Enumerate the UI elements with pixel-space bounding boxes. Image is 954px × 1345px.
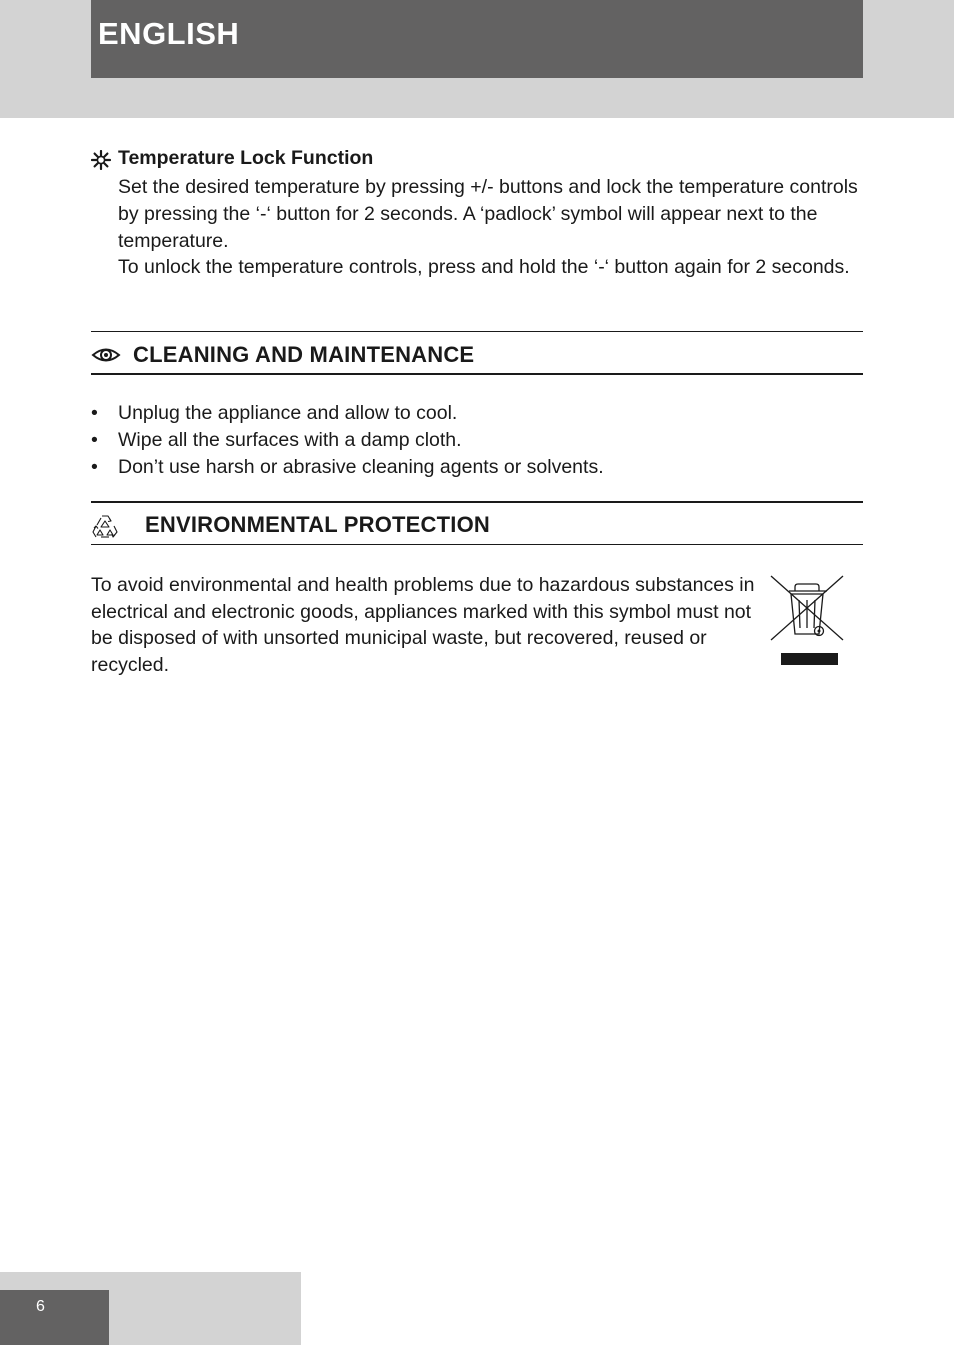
bullet-marker: • bbox=[91, 456, 98, 478]
divider bbox=[91, 331, 863, 332]
crossed-out-wheelie-bin-icon bbox=[769, 574, 845, 666]
feature-title: Temperature Lock Function bbox=[118, 147, 374, 169]
cleaning-list bbox=[91, 400, 863, 481]
list-item-text: Don’t use harsh or abrasive cleaning agents or solvents. bbox=[118, 456, 604, 478]
list-item bbox=[91, 400, 863, 427]
environment-text: To avoid environmental and health problems due to hazardous substances in electrical and electronic goods, appliances marked with this symbol must not be disposed of with unsorted municipal waste, but recovered, reused or recycled. bbox=[91, 574, 755, 676]
bullet-marker: • bbox=[91, 402, 98, 424]
environment-section-header bbox=[91, 501, 863, 546]
divider bbox=[91, 544, 863, 545]
feature-body bbox=[118, 174, 863, 281]
list-item-text: Unplug the appliance and allow to cool. bbox=[118, 402, 458, 424]
page-number-box bbox=[0, 1290, 109, 1345]
section-title: ENVIRONMENTAL PROTECTION bbox=[145, 512, 490, 537]
bullet-marker: • bbox=[91, 429, 98, 451]
language-title: ENGLISH bbox=[98, 16, 240, 51]
cleaning-section-header bbox=[91, 331, 863, 376]
recycle-icon bbox=[91, 513, 119, 539]
list-item-text: Wipe all the surfaces with a damp cloth. bbox=[118, 429, 462, 451]
section-title: CLEANING AND MAINTENANCE bbox=[133, 342, 475, 367]
page-number: 6 bbox=[36, 1298, 45, 1315]
list-item bbox=[91, 454, 863, 481]
list-item bbox=[91, 427, 863, 454]
feature-paragraph: Set the desired temperature by pressing +/- buttons and lock the temperature controls by pressing the ‘-‘ button for 2 seconds. A ‘padlock’ symbol will appear next to the temperature. bbox=[118, 176, 858, 252]
language-bar bbox=[91, 0, 863, 78]
sparkle-star-icon bbox=[91, 150, 111, 170]
divider bbox=[91, 373, 863, 375]
feature-paragraph: To unlock the temperature controls, press and hold the ‘-‘ button again for 2 seconds. bbox=[118, 256, 850, 279]
divider bbox=[91, 501, 863, 503]
eye-icon bbox=[91, 345, 121, 365]
